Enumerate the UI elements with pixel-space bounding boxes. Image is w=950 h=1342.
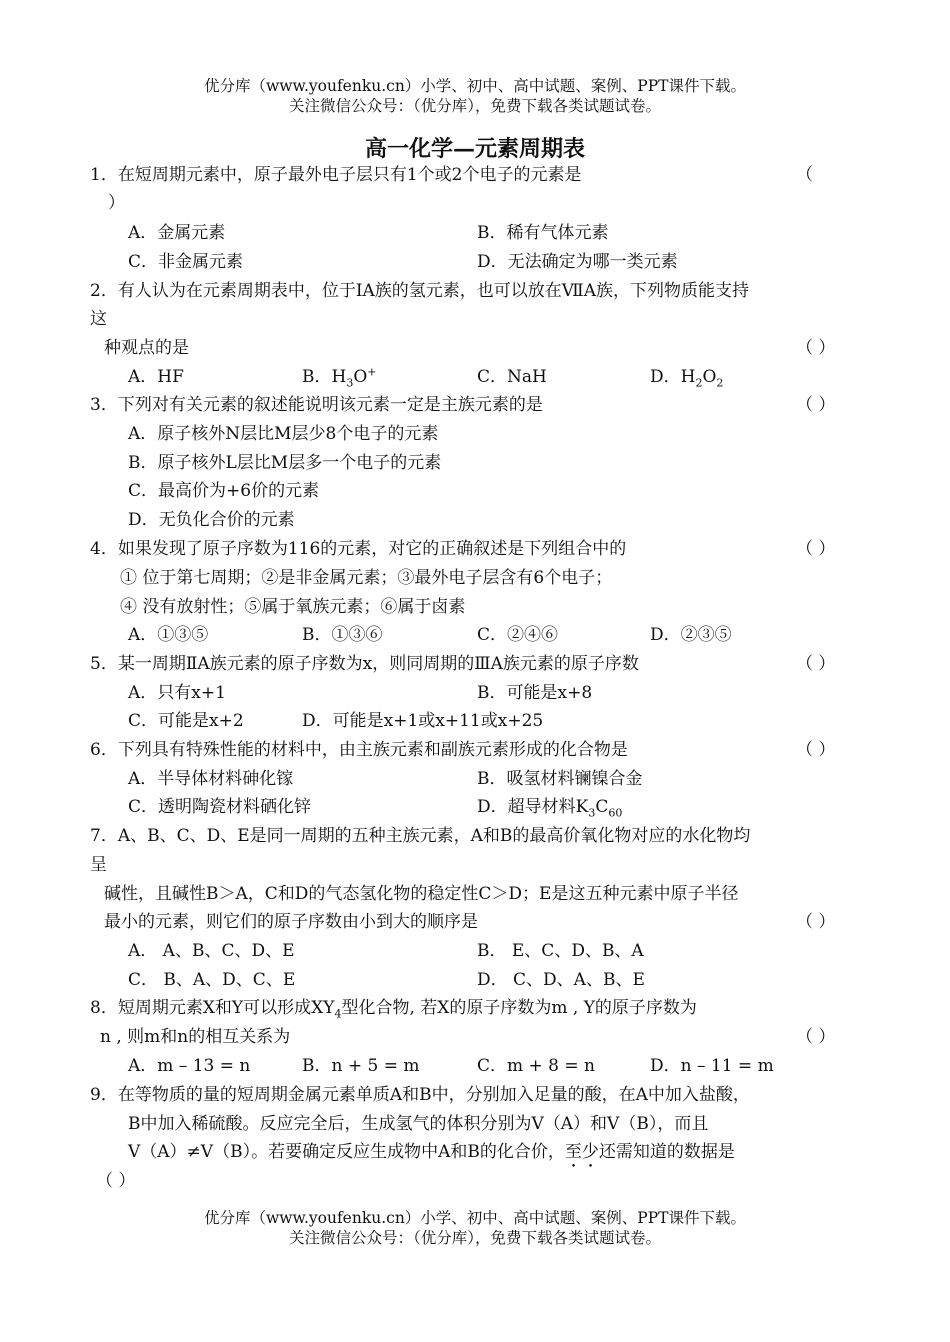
question-8-stem-line-2: n , 则m和n的相互关系为 [100,1027,291,1047]
question-2-option-c: C．NaH [477,367,547,387]
question-6-answer-paren: （ ） [796,740,836,760]
question-4-statements-line-1: ① 位于第七周期；②是非金属元素；③最外电子层含有6个电子； [120,568,613,588]
question-7-answer-paren: （ ） [796,912,836,932]
question-1-option-c: C．非金属元素 [128,252,244,272]
question-5-option-b: B．可能是x+8 [477,683,593,703]
question-1-option-b: B．稀有气体元素 [477,223,609,243]
question-6-option-b: B．吸氢材料镧镍合金 [477,769,643,789]
question-5-option-a: A．只有x+1 [128,683,226,703]
question-3-answer-paren: （ ） [796,395,836,415]
question-2-option-b: B．$H_3O^+$ [302,365,377,390]
question-2-stem-line-1: 2．有人认为在元素周期表中，位于ⅠA族的氢元素，也可以放在ⅦA族，下列物质能支持 [90,281,750,301]
question-8-stem-line-1: 8．短周期元素X和Y可以形成$XY_4$型化合物, 若X的原子序数为m , Y的原子序数为 [90,998,697,1021]
question-4-option-c: C．②④⑥ [477,625,559,645]
question-3-option-b: B．原子核外L层比M层多一个电子的元素 [128,453,442,473]
question-2-stem-line-2: 种观点的是 [104,338,189,358]
question-5-stem: 5．某一周期ⅡA族元素的原子序数为x，则同周期的ⅢA族元素的原子序数 [90,654,639,674]
question-4-option-a: A．①③⑤ [128,625,209,645]
question-5-option-d: D．可能是x+1或x+11或x+25 [302,711,544,731]
header-line-2: 关注微信公众号：（优分库），免费下载各类试题试卷。 [288,97,661,115]
question-2-answer-paren: （ ） [796,338,836,358]
page-footer [0,1208,950,1248]
question-4-option-d: D．②③⑤ [650,625,732,645]
question-8-option-c: C．m + 8 = n [477,1056,595,1076]
question-3-option-a: A．原子核外N层比M层少8个电子的元素 [128,424,439,444]
question-1-stem: 1．在短周期元素中，原子最外电子层只有1个或2个电子的元素是 [90,165,582,185]
question-8-option-d: D．n – 11 = m [650,1056,774,1076]
question-4-statements-line-2: ④ 没有放射性；⑤属于氧族元素；⑥属于卤素 [120,597,466,617]
question-9-stem-line-3: V（A）≠V（B）。若要确定反应生成物中A和B的化合价，至少还需知道的数据是 [128,1142,735,1162]
question-9-stem-line-1: 9．在等物质的量的短周期金属元素单质A和B中，分别加入足量的酸，在A中加入盐酸， [90,1085,750,1105]
question-2-option-d: D．$H_2O_2$ [650,367,724,390]
question-7-stem-line-3: 最小的元素，则它们的原子序数由小到大的顺序是 [104,912,478,932]
question-1-option-d: D．无法确定为哪一类元素 [477,252,678,272]
emphasis-mark-text: 至少 [564,1142,599,1162]
question-7-option-a: A． A、B、C、D、E [128,941,295,961]
footer-line-2: 关注微信公众号：（优分库），免费下载各类试题试卷。 [288,1229,661,1247]
question-6-stem: 6．下列具有特殊性能的材料中，由主族元素和副族元素形成的化合物是 [90,740,628,760]
question-1-option-a: A．金属元素 [128,223,226,243]
footer-line-1: 优分库（www.youfenku.cn）小学、初中、高中试题、案例、PPT课件下载。 [203,1209,747,1227]
question-6-option-a: A．半导体材料砷化镓 [128,769,294,789]
question-7-stem-line-1: 7．A、B、C、D、E是同一周期的五种主族元素，A和B的最高价氧化物对应的水化物均 [90,826,751,846]
question-3-stem: 3．下列对有关元素的叙述能说明该元素一定是主族元素的是 [90,395,543,415]
question-2-stem-line-1-wrap: 这 [90,309,107,329]
question-8-option-b: B．n + 5 = m [302,1056,420,1076]
page-title: 高一化学—元素周期表 [364,136,585,162]
question-6-option-d: D．超导材料$K_3C_{60}$ [477,797,623,820]
question-8-option-a: A．m – 13 = n [128,1056,251,1076]
question-8-answer-paren: （ ） [796,1027,836,1047]
question-7-option-d: D． C、D、A、B、E [477,970,645,990]
question-9-answer-paren: （ ） [96,1171,136,1191]
question-7-option-c: C． B、A、D、C、E [128,970,296,990]
question-5-answer-paren: （ ） [796,654,836,674]
question-5-option-c: C．可能是x+2 [128,711,244,731]
question-7-stem-line-1-wrap: 呈 [90,855,107,875]
question-4-stem: 4．如果发现了原子序数为116的元素，对它的正确叙述是下列组合中的 [90,539,627,559]
question-3-option-c: C．最高价为+6价的元素 [128,481,320,501]
question-6-option-c: C．透明陶瓷材料硒化锌 [128,797,312,817]
question-2-option-a: A．HF [128,367,184,387]
header-line-1: 优分库（www.youfenku.cn）小学、初中、高中试题、案例、PPT课件下载。 [203,77,747,95]
question-4-option-b: B．①③⑥ [302,625,383,645]
question-4-answer-paren: （ ） [796,539,836,559]
page-header [0,76,950,116]
question-9-stem-line-2: B中加入稀硫酸。反应完全后，生成氢气的体积分别为V（A）和V（B），而且 [128,1114,709,1134]
question-3-option-d: D．无负化合价的元素 [128,510,295,530]
question-7-option-b: B． E、C、D、B、A [477,941,644,961]
question-1-paren-open: （ [796,165,813,185]
question-7-stem-line-2: 碱性，且碱性B＞A，C和D的气态氢化物的稳定性C＞D；E是这五种元素中原子半径 [104,884,739,904]
question-1-paren-close: ） [108,193,125,213]
